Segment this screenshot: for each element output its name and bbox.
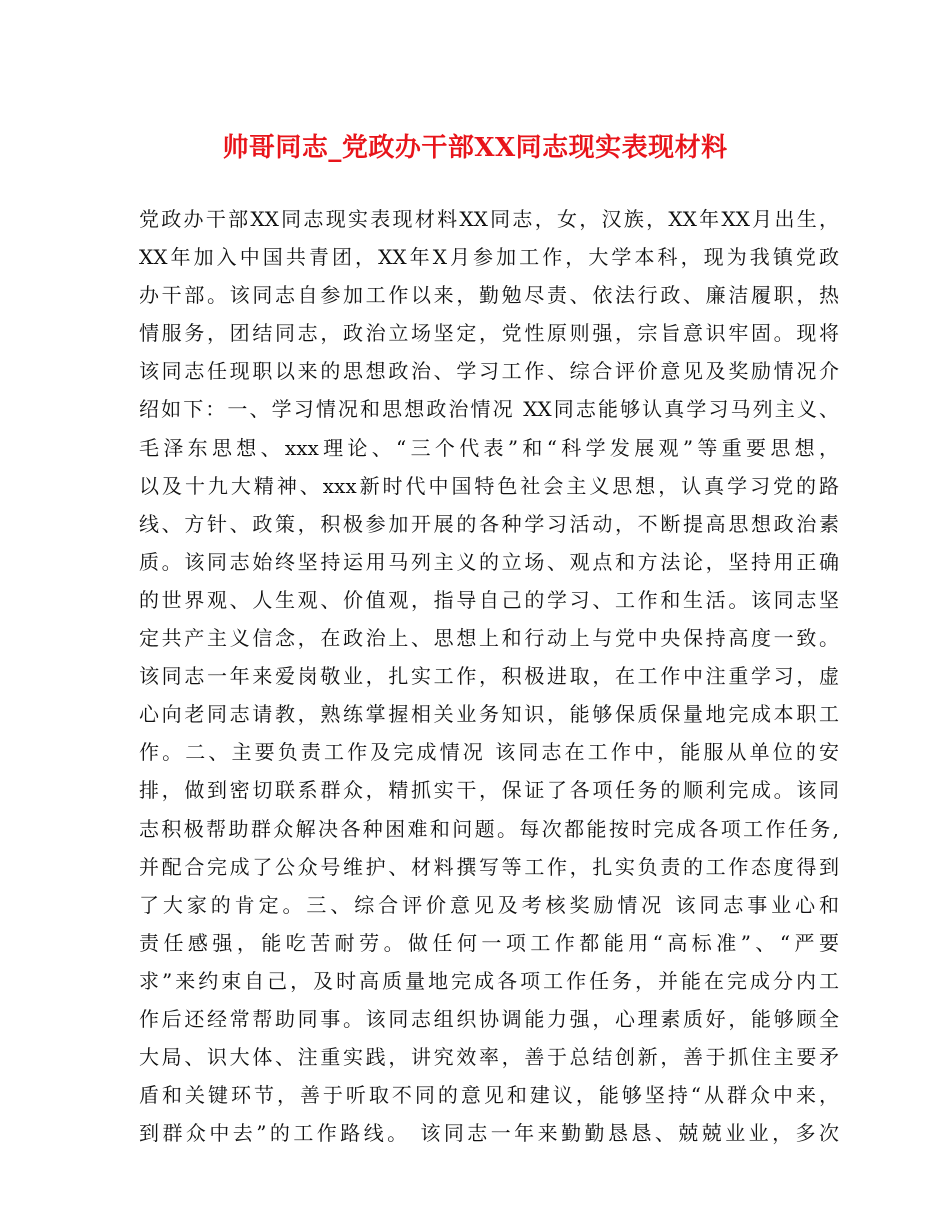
body-line: 该同志任现职以来的思想政治、学习工作、综合评价意见及奖励情况介	[139, 359, 839, 384]
body-line: 志积极帮助群众解决各种困难和问题。每次都能按时完成各项工作任务,	[139, 816, 839, 841]
body-line: 办干部。该同志自参加工作以来，勤勉尽责、依法行政、廉洁履职，热	[139, 283, 839, 308]
body-line: 盾和关键环节，善于听取不同的意见和建议，能够坚持“从群众中来，	[139, 1083, 839, 1108]
body-line: 以及十九大精神、xxx新时代中国特色社会主义思想，认真学习党的路	[139, 473, 839, 498]
body-line: 绍如下：一、学习情况和思想政治情况 XX同志能够认真学习马列主义、	[139, 397, 839, 422]
body-line: 毛泽东思想、xxx理论、“三个代表”和“科学发展观”等重要思想，	[139, 435, 839, 460]
body-line: 质。该同志始终坚持运用马列主义的立场、观点和方法论，坚持用正确	[139, 549, 839, 574]
body-line: 责任感强，能吃苦耐劳。做任何一项工作都能用“高标准”、“严要	[139, 930, 839, 955]
document-title: 帅哥同志_党政办干部XX同志现实表现材料	[222, 133, 728, 163]
body-line: 并配合完成了公众号维护、材料撰写等工作，扎实负责的工作态度得到	[139, 854, 839, 879]
body-line: 党政办干部XX同志现实表现材料XX同志，女，汉族，XX年XX月出生，	[139, 207, 839, 231]
body-line: 了大家的肯定。三、综合评价意见及考核奖励情况 该同志事业心和	[139, 892, 839, 917]
body-line: 作后还经常帮助同事。该同志组织协调能力强，心理素质好，能够顾全	[139, 1006, 839, 1031]
body-line: XX年加入中国共青团，XX年X月参加工作，大学本科，现为我镇党政	[139, 245, 839, 270]
body-line: 作。二、主要负责工作及完成情况 该同志在工作中，能服从单位的安	[139, 740, 839, 765]
body-line: 定共产主义信念，在政治上、思想上和行动上与党中央保持高度一致。	[139, 626, 839, 651]
body-line: 排，做到密切联系群众，精抓实干，保证了各项任务的顺利完成。该同	[139, 778, 839, 803]
body-line: 大局、识大体、注重实践，讲究效率，善于总结创新，善于抓住主要矛	[139, 1045, 839, 1070]
body-line: 到群众中去”的工作路线。 该同志一年来勤勤恳恳、兢兢业业，多次	[139, 1121, 839, 1146]
body-line: 心向老同志请教，熟练掌握相关业务知识，能够保质保量地完成本职工	[139, 702, 839, 727]
body-line: 求”来约束自己，及时高质量地完成各项工作任务，并能在完成分内工	[139, 968, 839, 993]
body-line: 情服务，团结同志，政治立场坚定，党性原则强，宗旨意识牢固。现将	[139, 321, 839, 346]
body-line: 线、方针、政策，积极参加开展的各种学习活动，不断提高思想政治素	[139, 511, 839, 536]
body-line: 的世界观、人生观、价值观，指导自己的学习、工作和生活。该同志坚	[139, 587, 839, 612]
document-body	[139, 200, 839, 1152]
body-line: 该同志一年来爱岗敬业，扎实工作，积极进取，在工作中注重学习，虚	[139, 664, 839, 689]
